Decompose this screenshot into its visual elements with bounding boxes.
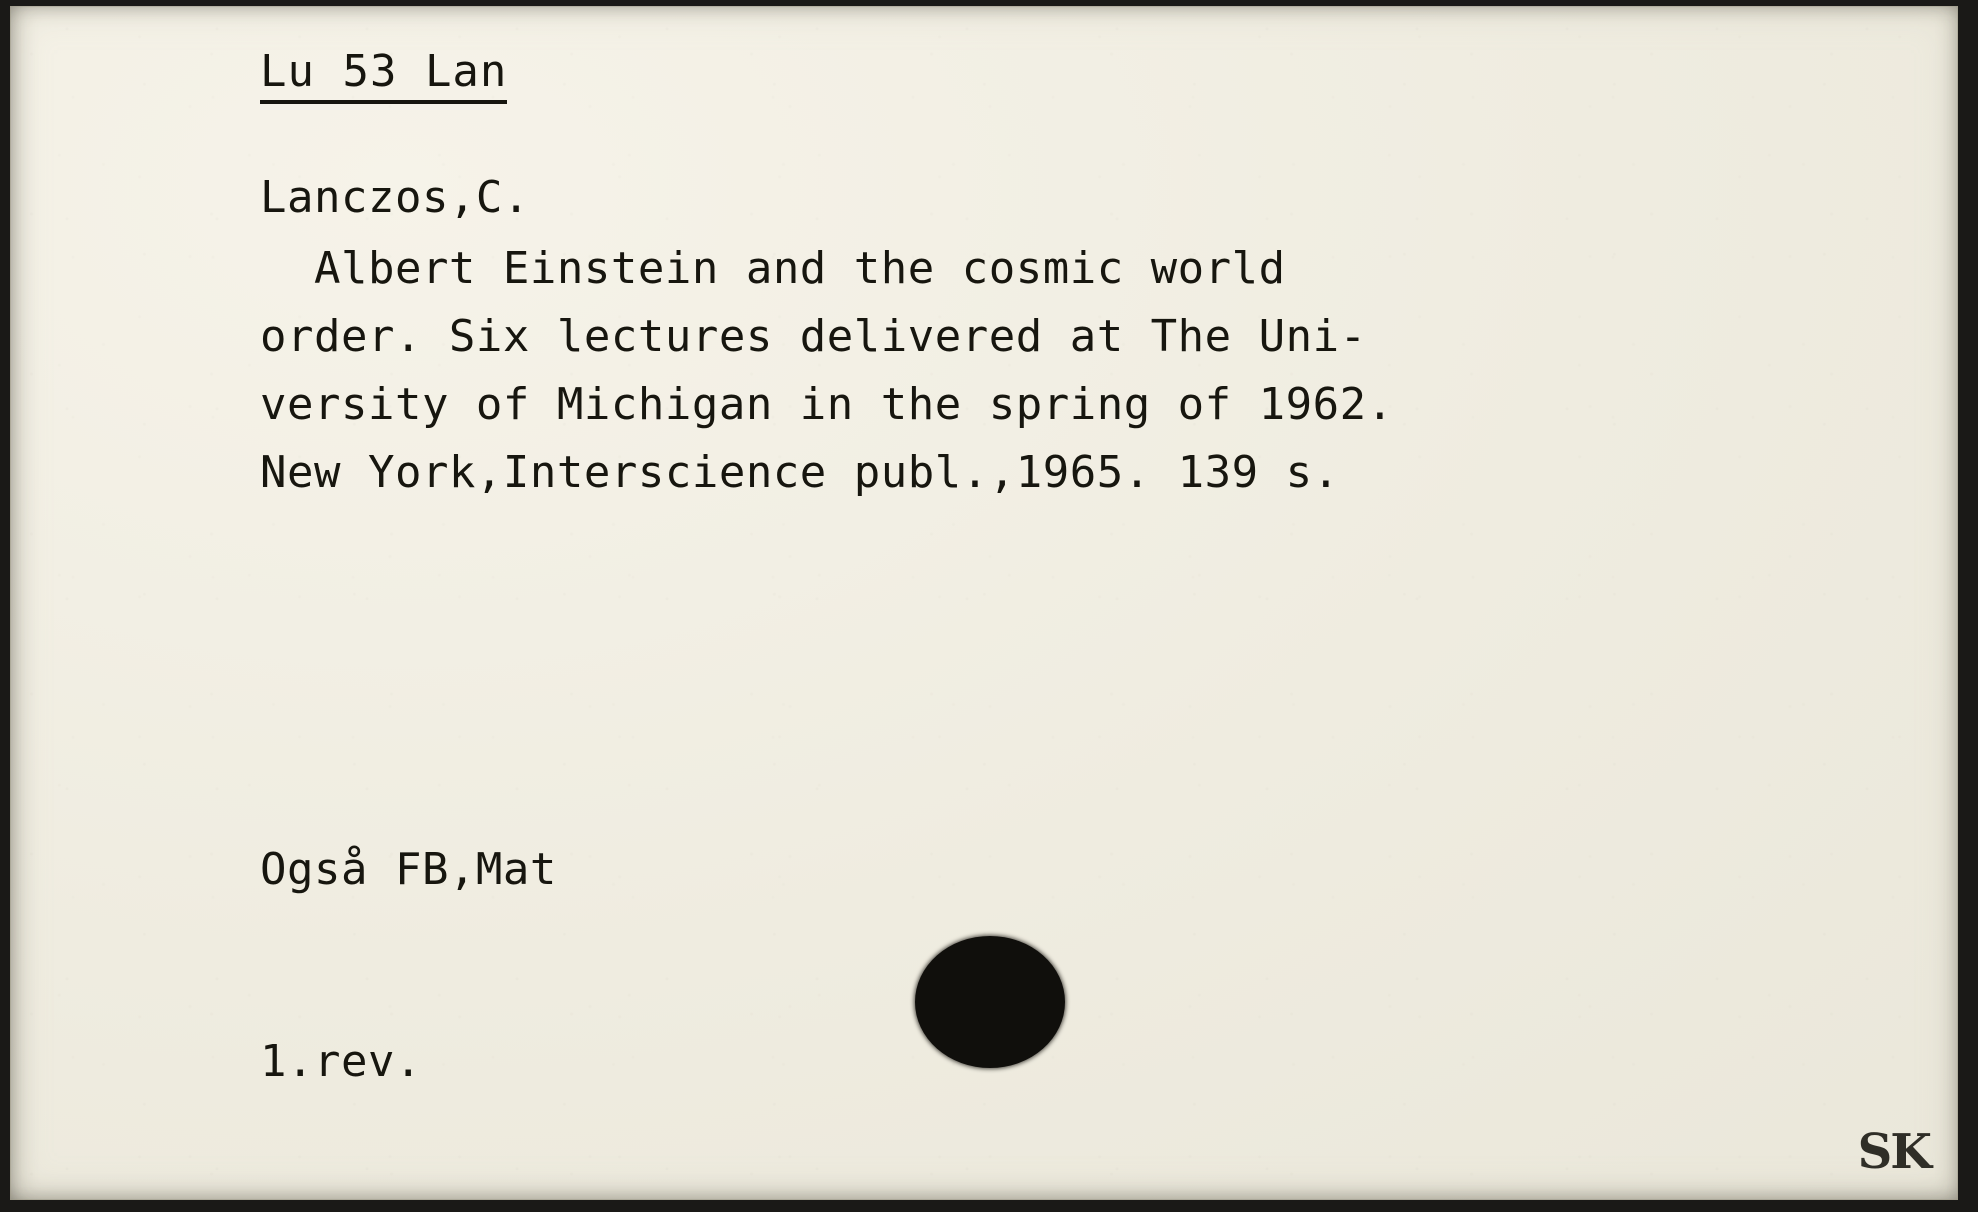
- punch-hole-mark: [915, 936, 1065, 1068]
- revision-note: 1.rev.: [260, 1036, 422, 1087]
- entry-line: New York,Interscience publ.,1965. 139 s.: [260, 447, 1340, 498]
- shelfmark-heading: Lu 53 Lan: [260, 50, 507, 104]
- entry-line: order. Six lectures delivered at The Uni-: [260, 311, 1367, 362]
- bibliographic-entry: [260, 235, 1820, 507]
- entry-line: Albert Einstein and the cosmic world: [260, 243, 1286, 294]
- card-text-block: [260, 46, 1820, 507]
- library-stamp: SK: [1857, 1124, 1930, 1180]
- library-catalogue-card: [10, 6, 1958, 1200]
- entry-line: versity of Michigan in the spring of 1962.: [260, 379, 1394, 430]
- also-filed-note: Også FB,Mat: [260, 844, 557, 895]
- author-line: Lanczos,C.: [260, 172, 530, 223]
